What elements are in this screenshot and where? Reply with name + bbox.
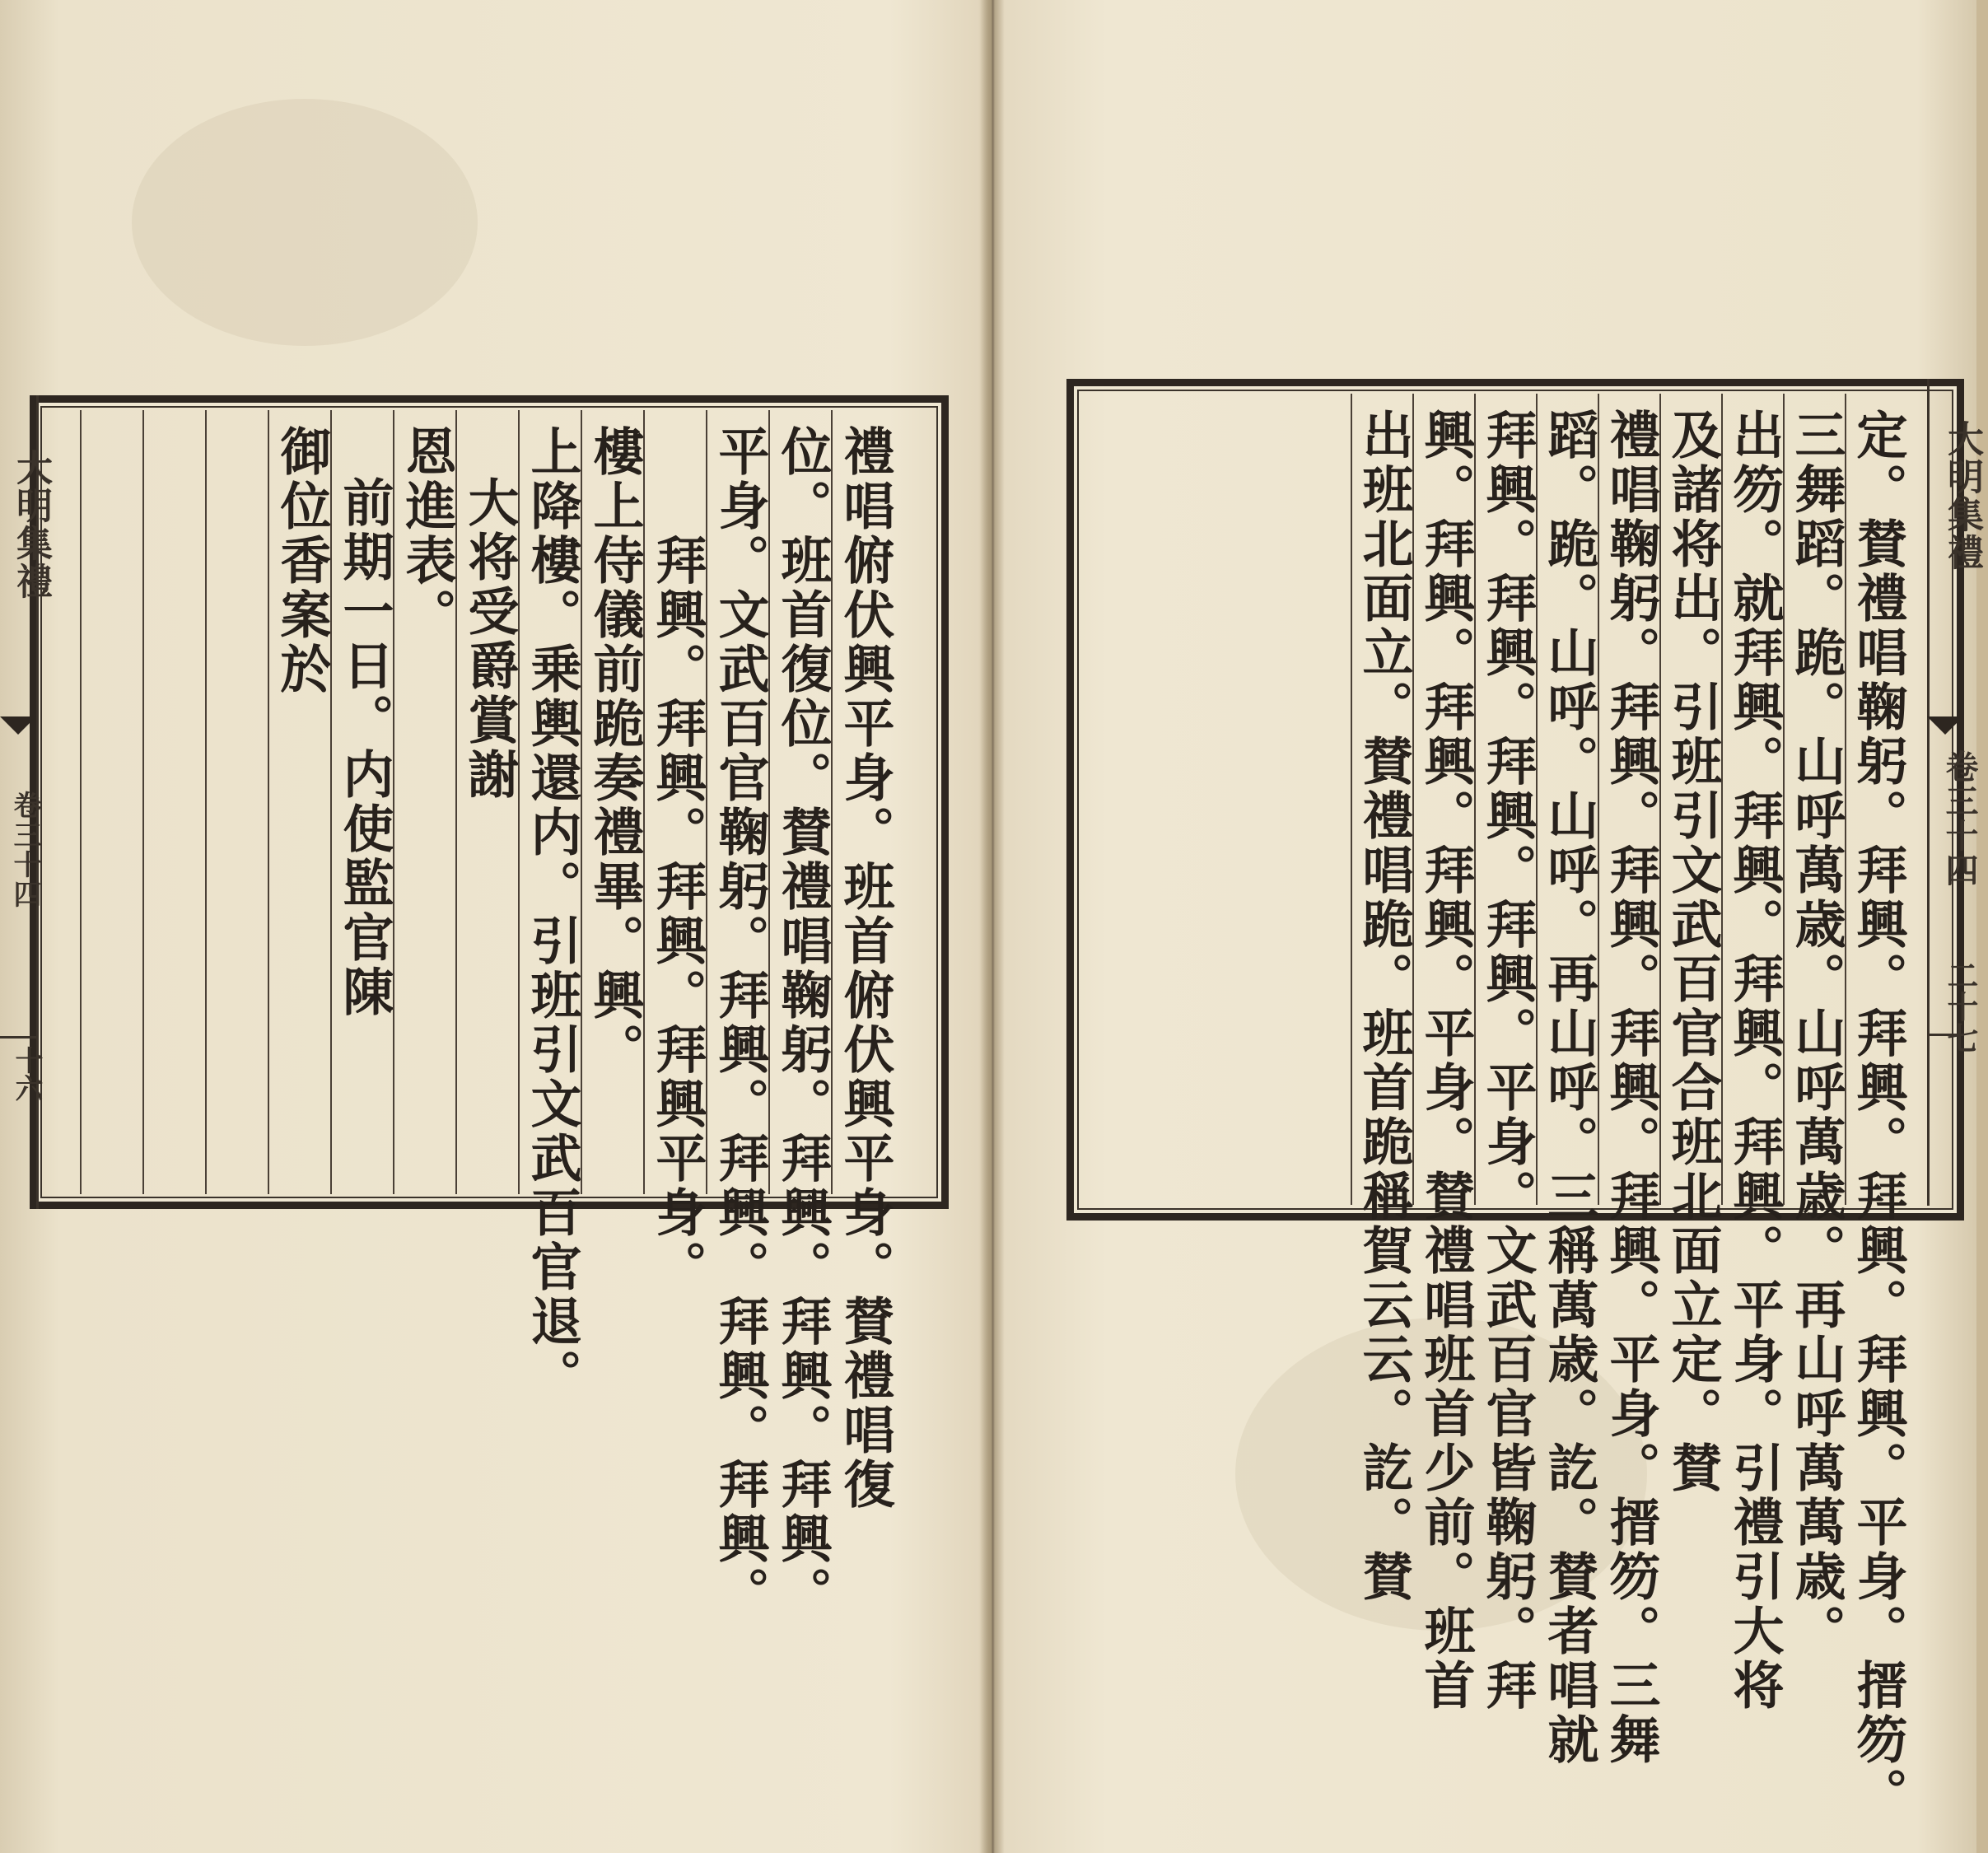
empty-column [80, 410, 142, 1194]
left-banxin-leaf: 十六 [10, 1046, 43, 1102]
text-column: 蹈。跪。山呼。山呼。再山呼。三稱萬歳。訖。賛者唱就 [1536, 394, 1598, 1205]
text-column: 出班北面立。賛禮唱跪。班首跪稱賀云云。訖。賛 [1351, 394, 1412, 1205]
empty-column [205, 410, 268, 1194]
text-column: 三舞蹈。跪。山呼萬歳。山呼萬歳。再山呼萬萬歳。 [1783, 394, 1845, 1205]
right-banxin-title: 大明集禮 [1941, 420, 1983, 572]
right-banxin-juan: 卷三十四 [1940, 749, 1979, 888]
left-banxin-title: 大明集禮 [10, 449, 52, 600]
left-text-columns [37, 410, 895, 1621]
fishtail-mark [0, 716, 36, 735]
text-column: 出笏。就拜興。拜興。拜興。拜興。平身。引禮引大将 [1721, 394, 1783, 1205]
fishtail-mark [1927, 716, 1963, 735]
text-column: 恩進表。 [393, 410, 455, 1194]
right-text-columns [1075, 394, 1908, 1822]
right-page [1001, 0, 1983, 1853]
text-column: 及諸将出。引班引文武百官合班北面立定。賛 [1659, 394, 1721, 1205]
text-column: 禮唱鞠躬。拜興。拜興。拜興。拜興。平身。搢笏。三舞 [1598, 394, 1659, 1205]
left-banxin-juan: 卷三十四 [8, 791, 41, 909]
text-column: 拜興。拜興。拜興。拜興平身。 [643, 410, 706, 1194]
text-column: 興。拜興。拜興。拜興。平身。賛禮唱班首少前。班首 [1412, 394, 1474, 1205]
text-column: 禮唱俯伏興平身。班首俯伏興平身。賛禮唱復 [831, 410, 894, 1194]
text-column: 位。班首復位。賛禮唱鞠躬。拜興。拜興。拜興。 [768, 410, 831, 1194]
text-column: 大将受爵賞謝 [455, 410, 518, 1194]
banxin-divider [0, 1036, 36, 1039]
right-banxin-leaf: 二十七 [1942, 959, 1979, 1053]
left-page [0, 0, 988, 1853]
text-column: 樓上侍儀前跪奏禮畢。興。 [581, 410, 643, 1194]
text-column: 拜興。拜興。拜興。拜興。平身。文武百官皆鞠躬。拜 [1474, 394, 1536, 1205]
text-column: 定。賛禮唱鞠躬。拜興。拜興。拜興。拜興。平身。搢笏。 [1845, 394, 1906, 1205]
text-column: 上降樓。乗輿還内。引班引文武百官退。 [518, 410, 581, 1194]
empty-column [142, 410, 205, 1194]
text-column: 平身。文武百官鞠躬。拜興。拜興。拜興。拜興。 [706, 410, 768, 1194]
text-column: 前期一日。内使監官陳 [330, 410, 393, 1194]
text-column: 御位香案於 [268, 410, 330, 1194]
